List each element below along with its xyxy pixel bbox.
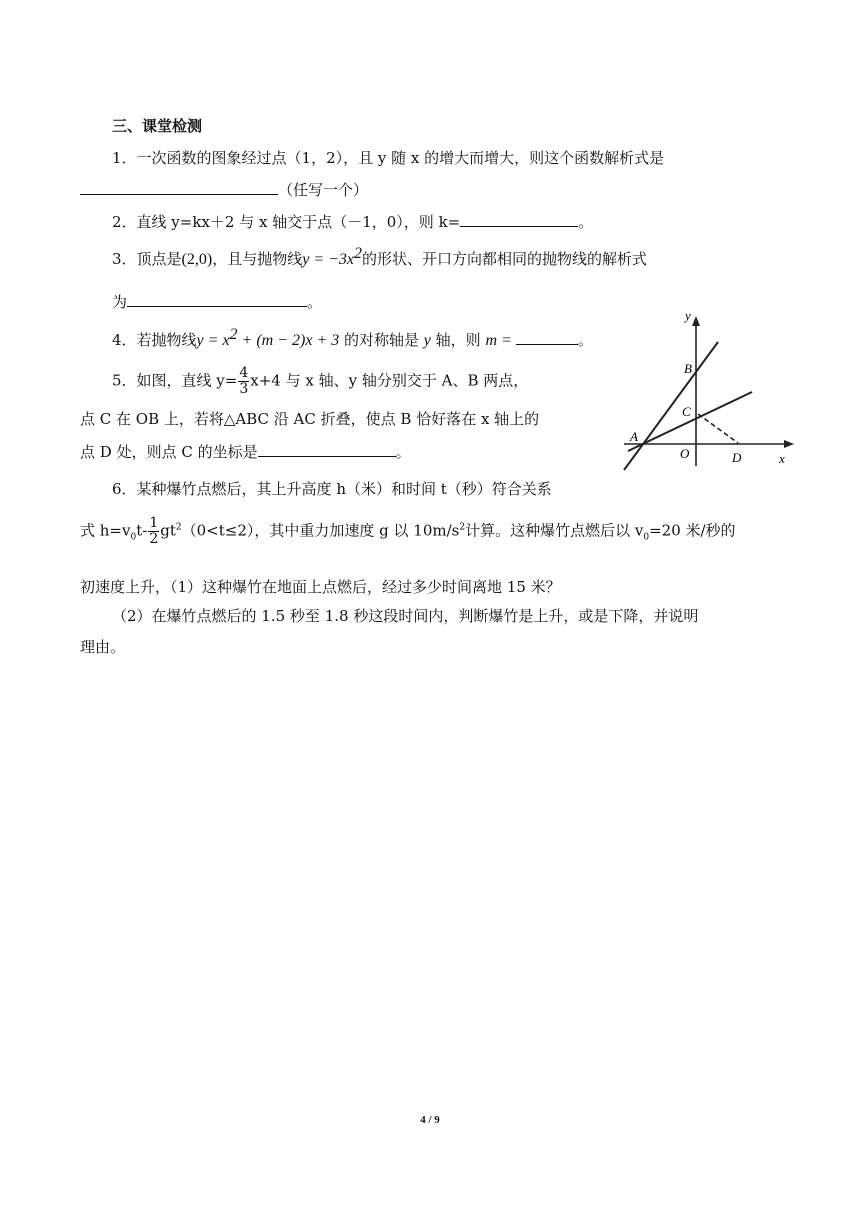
question-3-suffix: 的形状、开口方向都相同的抛物线的解析式 bbox=[362, 250, 648, 268]
answer-blank-5[interactable] bbox=[258, 440, 396, 457]
section-heading: 三、课堂检测 bbox=[112, 117, 203, 135]
question-4-end: 。 bbox=[577, 331, 593, 349]
question-6-line2 bbox=[80, 516, 736, 548]
question-5-line3 bbox=[80, 440, 411, 462]
question-4-mid2: 轴，则 bbox=[430, 331, 486, 349]
question-4 bbox=[112, 325, 593, 351]
question-1-tail: （任写一个） bbox=[278, 181, 369, 199]
label-o: O bbox=[680, 446, 690, 461]
question-3-mid: ，且与抛物线 bbox=[212, 250, 303, 268]
question-4-yvar: y bbox=[423, 332, 431, 349]
formula-part: gt bbox=[160, 521, 176, 540]
question-3-line2-text: 为 bbox=[112, 293, 128, 311]
answer-blank-1[interactable] bbox=[80, 178, 278, 195]
fraction-numerator: 1 bbox=[149, 515, 159, 531]
answer-blank-4[interactable] bbox=[516, 328, 578, 345]
answer-blank-3[interactable] bbox=[127, 290, 307, 307]
x-axis-arrow bbox=[784, 440, 794, 448]
half-fraction bbox=[148, 516, 159, 547]
question-5-fraction bbox=[238, 366, 249, 397]
label-a: A bbox=[630, 429, 638, 444]
question-5-line1 bbox=[112, 366, 528, 397]
label-x: x bbox=[779, 451, 785, 466]
question-2-text: 2．直线 y=kx＋2 与 x 轴交于点（－1，0），则 k= bbox=[112, 213, 461, 231]
question-6-line4: （2）在爆竹点燃后的 1.5 秒至 1.8 秒这段时间内，判断爆竹是上升，或是下降，并说明 bbox=[112, 607, 699, 625]
question-6-line3: 初速度上升，（1）这种爆竹在地面上点燃后，经过多少时间离地 15 米？ bbox=[80, 578, 561, 596]
answer-blank-2[interactable] bbox=[460, 210, 578, 227]
question-5-line2: 点 C 在 OB 上，若将△ABC 沿 AC 折叠，使点 B 恰好落在 x 轴上的 bbox=[80, 410, 540, 428]
question-2 bbox=[112, 210, 593, 232]
y-axis-arrow bbox=[692, 316, 700, 326]
subscript-zero: 0 bbox=[643, 532, 650, 543]
question-4-exponent: 2 bbox=[229, 326, 238, 343]
question-3-formula: y = −3x bbox=[302, 251, 355, 268]
question-5-denominator: 3 bbox=[239, 381, 249, 397]
formula-part: t- bbox=[136, 521, 148, 540]
fold-segment-cd bbox=[698, 414, 738, 443]
question-3 bbox=[112, 244, 647, 270]
question-4-f2: + (m − 2)x + 3 bbox=[237, 332, 340, 349]
question-3-vertex: (2,0) bbox=[181, 251, 213, 268]
fraction-denominator: 2 bbox=[149, 531, 159, 547]
question-1-line2 bbox=[80, 178, 368, 200]
superscript-two: 2 bbox=[459, 522, 466, 533]
question-3-end: 。 bbox=[307, 293, 323, 311]
label-y: y bbox=[685, 308, 691, 323]
page-number: 4 / 9 bbox=[420, 1114, 440, 1126]
question-5-numerator: 4 bbox=[239, 365, 249, 381]
line-ab bbox=[624, 342, 718, 470]
label-c: C bbox=[682, 404, 691, 419]
question-3-prefix: 3．顶点是 bbox=[112, 250, 182, 268]
formula-part: 式 h=v bbox=[80, 521, 131, 540]
formula-part: （0<t≤2），其中重力加速度 g 以 10m/s bbox=[181, 521, 460, 540]
formula-part: =20 米/秒的 bbox=[649, 521, 736, 540]
question-5-line3-text: 点 D 处，则点 C 的坐标是 bbox=[80, 443, 258, 461]
formula-part: 计算。这种爆竹点燃后以 v bbox=[465, 521, 644, 540]
question-4-prefix: 4．若抛物线 bbox=[112, 331, 197, 349]
question-6-line1: 6．某种爆竹点燃后，其上升高度 h（米）和时间 t（秒）符合关系 bbox=[112, 480, 552, 498]
superscript-two: 2 bbox=[175, 522, 182, 533]
question-4-mvar: m bbox=[485, 332, 498, 349]
question-5-prefix: 5．如图，直线 y= bbox=[112, 371, 238, 390]
question-5-end: 。 bbox=[395, 443, 411, 461]
question-4-eq: = bbox=[497, 332, 516, 349]
label-b: B bbox=[684, 361, 692, 376]
question-3-exponent: 2 bbox=[354, 245, 363, 262]
question-4-mid: 的对称轴是 bbox=[339, 331, 424, 349]
line-ac bbox=[628, 392, 752, 451]
question-6-line5: 理由。 bbox=[80, 638, 126, 656]
question-5-suffix: x+4 与 x 轴、y 轴分别交于 A、B 两点， bbox=[250, 371, 529, 390]
label-d: D bbox=[732, 450, 742, 465]
question-4-f1: y = x bbox=[196, 332, 230, 349]
question-1-text: 1．一次函数的图象经过点（1，2），且 y 随 x 的增大而增大，则这个函数解析式是 bbox=[112, 149, 665, 167]
coordinate-figure bbox=[612, 306, 802, 476]
question-3-line2 bbox=[112, 290, 322, 312]
subscript-zero: 0 bbox=[130, 532, 137, 543]
question-2-end: 。 bbox=[578, 213, 594, 231]
